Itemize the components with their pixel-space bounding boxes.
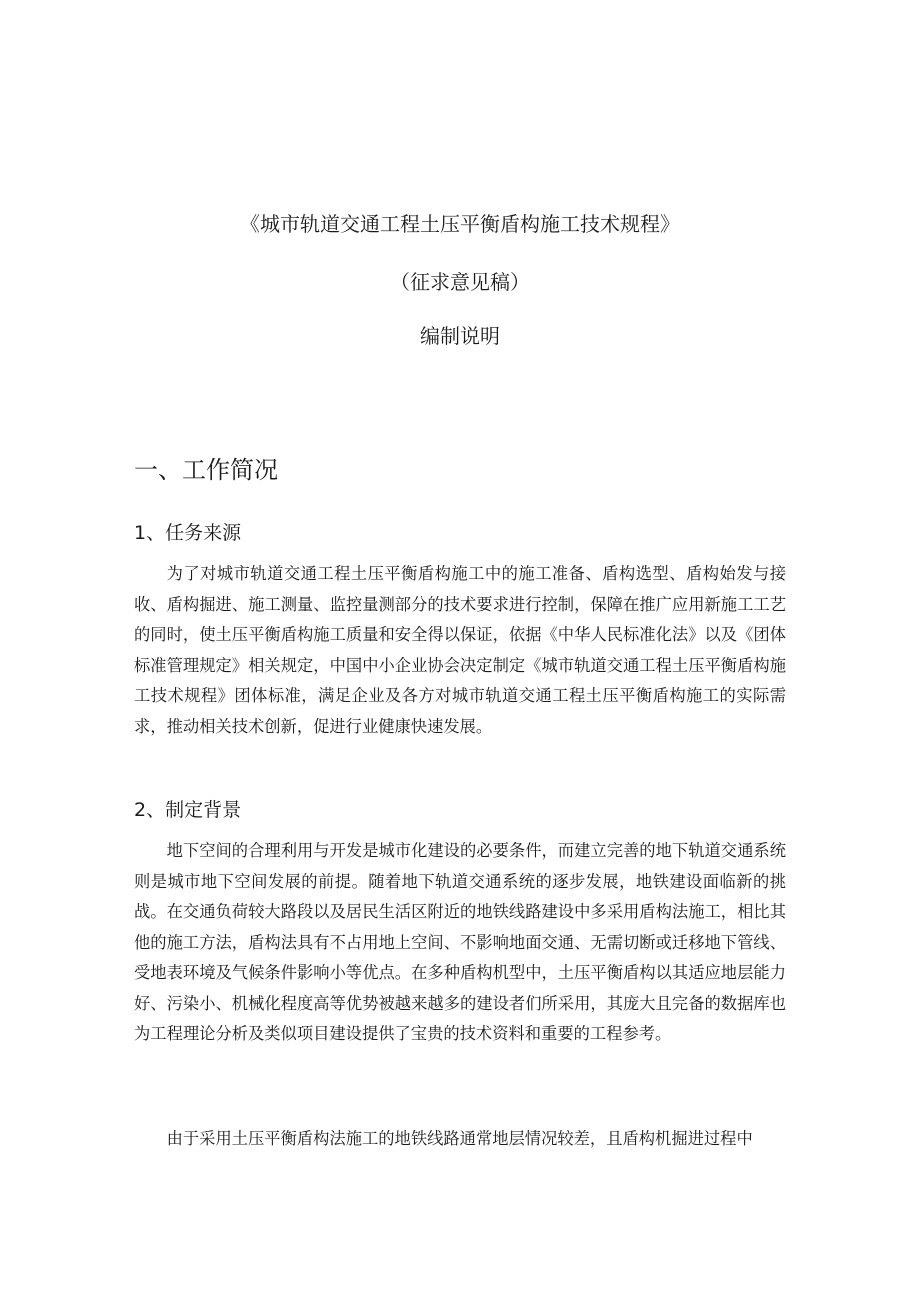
section-heading-work-overview: 一、工作简况 xyxy=(134,456,278,484)
document-title: 《城市轨道交通工程土压平衡盾构施工技术规程》 xyxy=(240,212,680,236)
paragraph-background-1: 地下空间的合理利用与开发是城市化建设的必要条件，而建立完善的地下轨道交通系统则是城市地下空间发展的前提。随着地下轨道交通系统的逐步发展，地铁建设面临新的挑战。在交通负荷较大路段以及居民生活区附近的地铁线路建设中多采用盾构法施工，相比其他的施工方法，盾构法具有不占用地上空间、不影响地面交通、无需切断或迁移地下管线、受地表环境及气候条件影响小等优点。在多种盾构机型中，土压平衡盾构以其适应地层能力好、污染小、机械化程度高等优势被越来越多的建设者们所采用，其庞大且完备的数据库也为工程理论分析及类似项目建设提供了宝贵的技术资料和重要的工程参考。 xyxy=(134,841,786,1043)
document-subtitle: （征求意见稿） xyxy=(390,270,530,294)
subsection-heading-background: 2、制定背景 xyxy=(134,799,242,821)
paragraph-task-source: 为了对城市轨道交通工程土压平衡盾构施工中的施工准备、盾构选型、盾构始发与接收、盾构掘进、施工测量、监控量测部分的技术要求进行控制，保障在推广应用新施工工艺的同时，使土压平衡盾构施工质量和安全得以保证，依据《中华人民标准化法》以及《团体标准管理规定》相关规定，中国中小企业协会决定制定《城市轨道交通工程土压平衡盾构施工技术规程》团体标准，满足企业及各方对城市轨道交通工程土压平衡盾构施工的实际需求，推动相关技术创新，促进行业健康快速发展。 xyxy=(134,564,786,736)
subsection-heading-task-source: 1、任务来源 xyxy=(134,522,242,544)
document-type: 编制说明 xyxy=(420,324,500,348)
paragraph-background-2: 由于采用土压平衡盾构法施工的地铁线路通常地层情况较差，且盾构机掘进过程中 xyxy=(166,1129,753,1148)
